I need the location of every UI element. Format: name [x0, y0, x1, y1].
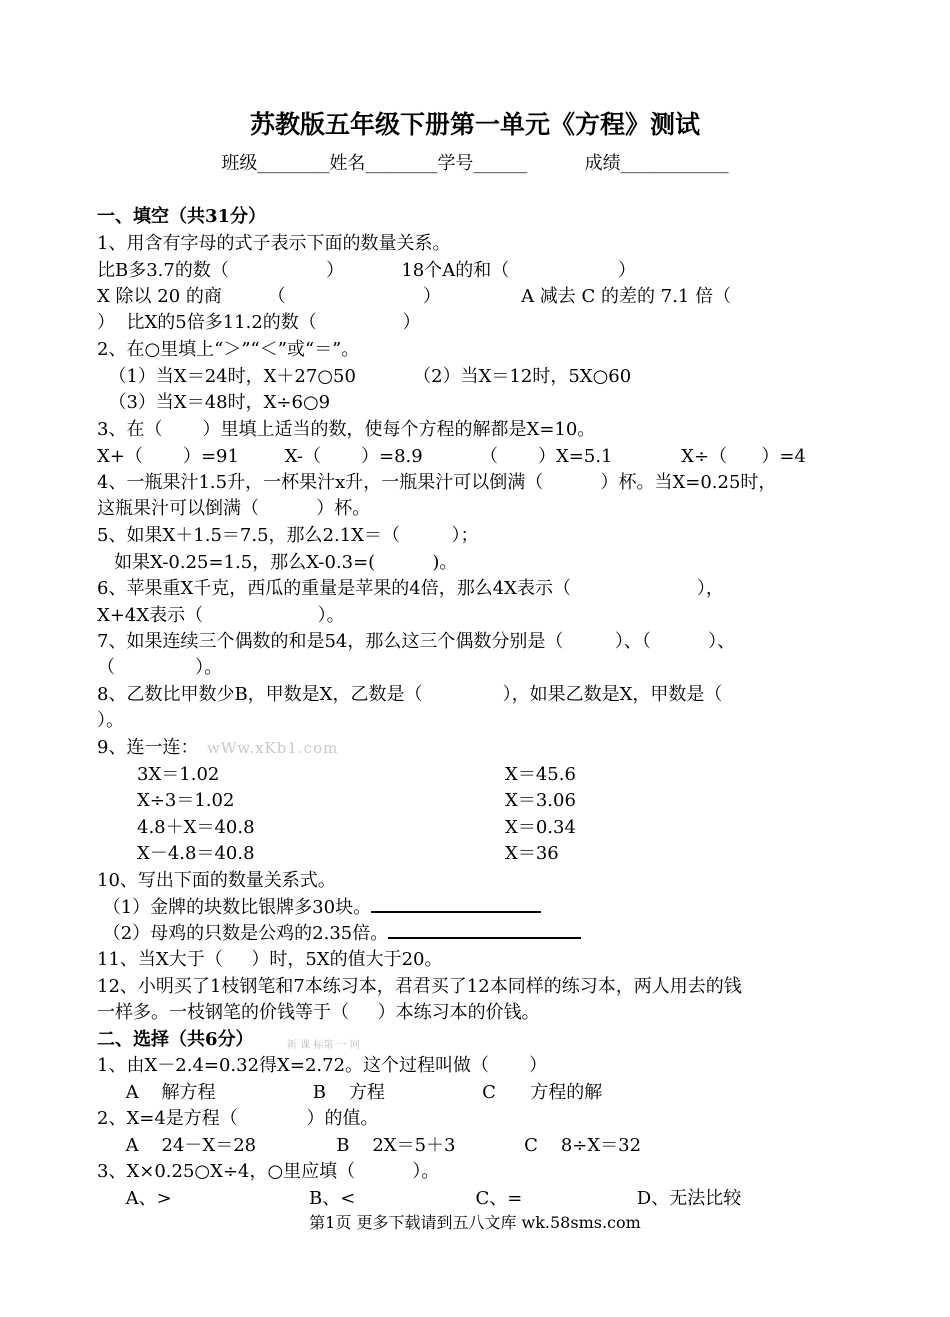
- section-choice-title: 二、选择（共6分）: [97, 1029, 254, 1050]
- choice-1: 1、由X－2.4=0.32得X=2.72。这个过程叫做（ ）: [97, 1055, 548, 1076]
- student-info-line: 班级________姓名________学号______ 成绩____________: [221, 153, 729, 174]
- question-10-line-a-text: （1）金牌的块数比银牌多30块。: [97, 897, 372, 918]
- question-2-line-a: （1）当X＝24时，X＋27○50 （2）当X＝12时，5X○60: [97, 366, 632, 387]
- answer-underline: [371, 910, 541, 913]
- answer-underline: [388, 936, 581, 939]
- question-2-line-b: （3）当X＝48时，X÷6○9: [97, 392, 331, 413]
- question-6-line-b: X+4X表示（ ）。: [97, 605, 345, 626]
- question-6-line-a: 6、苹果重X千克，西瓜的重量是苹果的4倍，那么4X表示（ ），: [97, 578, 724, 599]
- section-fill-in-title: 一、填空（共31分）: [97, 206, 267, 227]
- question-12-line-a: 12、小明买了1枝钢笔和7本练习本，君君买了12本同样的练习本，两人用去的钱: [97, 976, 742, 997]
- question-10-line-a: [97, 896, 541, 920]
- question-10-line-b-text: （2）母鸡的只数是公鸡的2.35倍。: [97, 923, 389, 944]
- question-8-line-a: 8、乙数比甲数少B，甲数是X，乙数是（ ），如果乙数是X，甲数是（: [97, 684, 723, 705]
- match-right-item: X＝45.6: [505, 764, 576, 785]
- question-4-line-a: 4、一瓶果汁1.5升，一杯果汁x升，一瓶果汁可以倒满（ ）杯。当X=0.25时，: [97, 472, 777, 493]
- question-4-line-b: 这瓶果汁可以倒满（ ）杯。: [97, 498, 371, 519]
- question-9: 9、连一连：: [97, 737, 199, 758]
- question-12-line-b: 一样多。一枝钢笔的价钱等于（ ）本练习本的价钱。: [97, 1002, 540, 1023]
- question-10-line-b: [97, 922, 581, 946]
- question-7-line-b: （ ）。: [97, 657, 223, 678]
- match-left-item: 4.8＋X＝40.8: [137, 817, 255, 838]
- question-5-line-a: 5、如果X＋1.5＝7.5，那么2.1X＝（ ）；: [97, 525, 479, 546]
- question-1-line-b: X 除以 20 的商 （ ） A 减去 C 的差的 7.1 倍（: [97, 286, 732, 307]
- question-11: 11、当X大于（ ）时，5X的值大于20。: [97, 949, 443, 970]
- match-right-item: X＝0.34: [505, 817, 576, 838]
- watermark-text: wWw.xKb1.com: [207, 739, 339, 757]
- page-title: 苏教版五年级下册第一单元《方程》测试: [249, 110, 700, 139]
- question-3-line-a: X+（ ）=91 X-（ ）=8.9 （ ）X=5.1 X÷（ ）=4: [97, 446, 806, 467]
- question-1-line-c: ） 比X的5倍多11.2的数（ ）: [97, 312, 421, 333]
- page-footer: 第1页 更多下载请到五八文库 wk.58sms.com: [309, 1213, 641, 1232]
- watermark-text-small: 新 课 标第 一 网: [287, 1040, 360, 1051]
- question-3: 3、在（ ）里填上适当的数，使每个方程的解都是X=10。: [97, 419, 596, 440]
- choice-3: 3、X×0.25○X÷4，○里应填（ ）。: [97, 1161, 440, 1182]
- question-2: 2、在○里填上“＞”“＜”或“＝”。: [97, 339, 360, 360]
- question-7-line-a: 7、如果连续三个偶数的和是54，那么这三个偶数分别是（ ）、（ ）、: [97, 631, 736, 652]
- match-right-item: X＝36: [505, 843, 559, 864]
- question-10: 10、写出下面的数量关系式。: [97, 870, 336, 891]
- choice-3-options: A、> B、< C、= D、无法比较: [97, 1188, 742, 1209]
- match-right-item: X＝3.06: [505, 790, 576, 811]
- question-5-line-b: 如果X-0.25=1.5，那么X-0.3=( )。: [97, 552, 458, 573]
- choice-2-options: A 24－X＝28 B 2X＝5＋3 C 8÷X＝32: [97, 1135, 642, 1156]
- choice-1-options: A 解方程 B 方程 C 方程的解: [97, 1082, 603, 1103]
- question-1-line-a: 比B多3.7的数（ ） 18个A的和（ ）: [97, 260, 636, 281]
- question-1: 1、用含有字母的式子表示下面的数量关系。: [97, 233, 451, 254]
- match-left-item: X÷3＝1.02: [137, 790, 235, 811]
- choice-2: 2、X=4是方程（ ）的值。: [97, 1108, 379, 1129]
- question-8-line-b: ）。: [97, 710, 124, 731]
- match-left-item: X－4.8＝40.8: [137, 843, 255, 864]
- match-left-item: 3X＝1.02: [137, 764, 220, 785]
